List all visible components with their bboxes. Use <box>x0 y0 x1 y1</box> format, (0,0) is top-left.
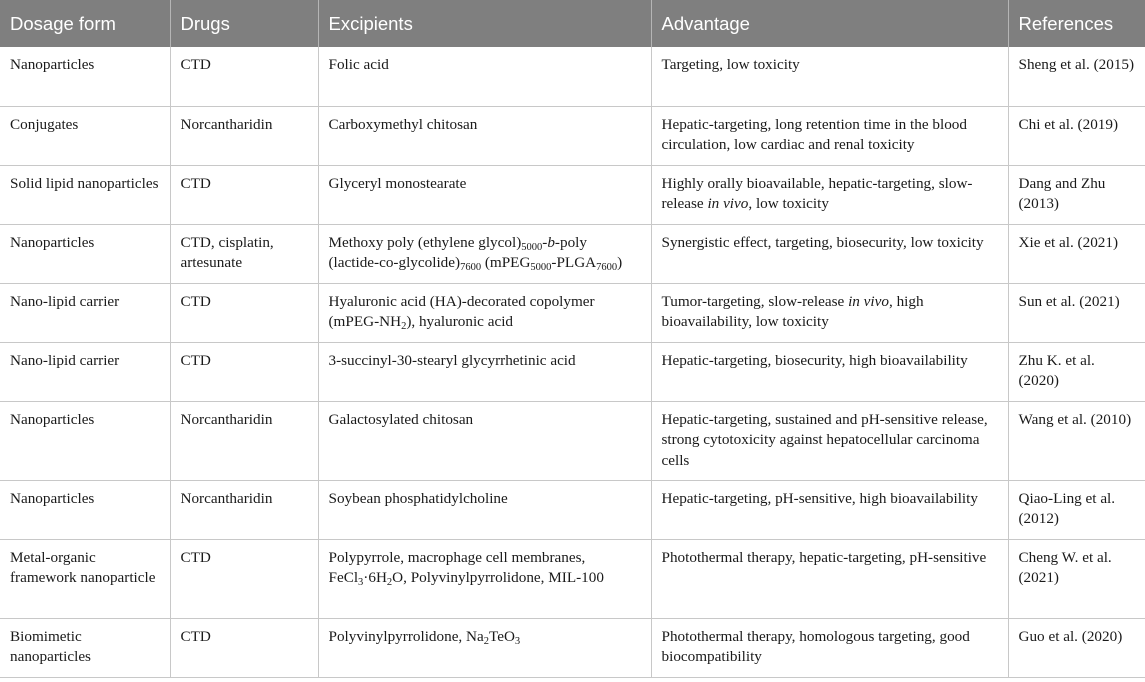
cell-drugs: Norcantharidin <box>170 480 318 539</box>
text: Photothermal therapy, homologous targeting, good biocompatibility <box>661 627 970 665</box>
text: Polypyrrole, macrophage cell membranes, FeCl <box>328 548 586 586</box>
text: Hyaluronic acid (HA)-decorated copolymer (mPEG-NH <box>328 292 595 330</box>
cell-advantage <box>651 480 1008 539</box>
cell-dosage-form: Metal-organic framework nanoparticle <box>0 539 170 618</box>
text: Photothermal therapy, hepatic-targeting, pH-sensitive <box>661 548 987 566</box>
cell-excipients <box>318 47 651 106</box>
text: Polyvinylpyrrolidone, Na <box>328 627 484 645</box>
text: Hepatic-targeting, biosecurity, high bioavailability <box>661 351 968 369</box>
text: (mPEG <box>481 254 531 271</box>
text: Tumor-targeting, slow-release <box>661 292 849 310</box>
text: ) <box>617 254 623 271</box>
subscript: 5000 <box>521 241 543 253</box>
cell-advantage <box>651 47 1008 106</box>
header-row <box>0 0 1145 47</box>
subscript: 2 <box>401 321 407 332</box>
cell-references: Wang et al. (2010) <box>1008 401 1145 480</box>
subscript: 7600 <box>596 262 618 273</box>
text: Folic acid <box>328 56 389 73</box>
cell-advantage <box>651 165 1008 224</box>
cell-dosage-form: Solid lipid nanoparticles <box>0 165 170 224</box>
subscript: 2 <box>386 577 393 588</box>
cell-drugs: CTD <box>170 283 318 342</box>
header-references: References <box>1018 12 1114 34</box>
cell-references: Chi et al. (2019) <box>1008 106 1145 165</box>
cell-references: Sun et al. (2021) <box>1008 283 1145 342</box>
cell-drugs: CTD <box>170 47 318 106</box>
table-row <box>0 342 1145 401</box>
text: Hepatic-targeting, sustained and pH-sensitive release, strong cytotoxicity against hepatocellular carcinoma cells <box>661 410 988 469</box>
text: - <box>542 233 548 251</box>
table-row <box>0 480 1145 539</box>
text: , low toxicity <box>748 195 829 212</box>
text: TeO <box>488 627 515 645</box>
cell-dosage-form: Nanoparticles <box>0 47 170 106</box>
cell-references: Qiao-Ling et al. (2012) <box>1008 480 1145 539</box>
table-row <box>0 283 1145 342</box>
cell-advantage <box>651 401 1008 480</box>
cell-drugs: CTD, cisplatin, artesunate <box>170 224 318 283</box>
cell-references: Dang and Zhu (2013) <box>1008 165 1145 224</box>
cell-references: Guo et al. (2020) <box>1008 618 1145 677</box>
text: Galactosylated chitosan <box>328 410 474 428</box>
cell-excipients <box>318 342 651 401</box>
italic-text: in vivo <box>707 195 749 212</box>
text: Glyceryl monostearate <box>328 174 467 192</box>
cell-drugs: Norcantharidin <box>170 401 318 480</box>
text: Soybean phosphatidylcholine <box>328 489 508 507</box>
cell-excipients <box>318 165 651 224</box>
italic-text: b <box>547 233 555 251</box>
text: Highly orally bioavailable, hepatic-targeting, slow-release <box>661 174 973 212</box>
subscript: 5000 <box>530 262 552 273</box>
text: Synergistic effect, targeting, biosecurity, low toxicity <box>661 233 984 251</box>
text: ), hyaluronic acid <box>406 313 514 330</box>
cell-excipients <box>318 283 651 342</box>
cell-advantage <box>651 342 1008 401</box>
text: Hepatic-targeting, pH-sensitive, high bioavailability <box>661 489 978 507</box>
text: Targeting, low toxicity <box>661 56 800 73</box>
cell-excipients <box>318 106 651 165</box>
subscript: 3 <box>514 635 521 647</box>
cell-drugs: CTD <box>170 165 318 224</box>
cell-advantage <box>651 106 1008 165</box>
cell-advantage <box>651 283 1008 342</box>
cell-references: Sheng et al. (2015) <box>1008 47 1145 106</box>
table-row <box>0 224 1145 283</box>
table-row <box>0 106 1145 165</box>
cell-dosage-form: Nanoparticles <box>0 480 170 539</box>
cell-excipients <box>318 224 651 283</box>
italic-text: in vivo <box>848 292 889 310</box>
table-row <box>0 47 1145 106</box>
table-row <box>0 539 1145 618</box>
subscript: 2 <box>483 635 489 647</box>
header-dosage-form: Dosage form <box>0 0 170 47</box>
text: O, Polyvinylpyrrolidone, MIL-100 <box>392 569 604 586</box>
cell-dosage-form: Conjugates <box>0 106 170 165</box>
text: , high bioavailability, low toxicity <box>661 292 924 330</box>
table-row <box>0 618 1145 677</box>
cell-references: Xie et al. (2021) <box>1008 224 1145 283</box>
cell-drugs: Norcantharidin <box>170 106 318 165</box>
text: Hepatic-targeting, long retention time in the blood circulation, low cardiac and renal toxicity <box>661 115 967 153</box>
cell-excipients <box>318 618 651 677</box>
cell-dosage-form: Nanoparticles <box>0 224 170 283</box>
cell-drugs: CTD <box>170 342 318 401</box>
header-drugs: Drugs <box>170 0 318 47</box>
cell-references: Zhu K. et al. (2020) <box>1008 342 1145 401</box>
cell-advantage <box>651 539 1008 618</box>
header-excipients: Excipients <box>318 0 651 47</box>
table-row <box>0 401 1145 480</box>
cell-drugs: CTD <box>170 618 318 677</box>
cell-dosage-form: Nano-lipid carrier <box>0 342 170 401</box>
cell-drugs: CTD <box>170 539 318 618</box>
cell-advantage <box>651 224 1008 283</box>
subscript: 7600 <box>460 262 482 273</box>
text: 3-succinyl-30-stearyl glycyrrhetinic acid <box>328 351 576 369</box>
cell-excipients <box>318 401 651 480</box>
subscript: 3 <box>358 577 364 588</box>
cell-excipients <box>318 539 651 618</box>
cell-references: Cheng W. et al. (2021) <box>1008 539 1145 618</box>
cell-advantage <box>651 618 1008 677</box>
cell-excipients <box>318 480 651 539</box>
text: ·6H <box>363 569 387 586</box>
text: Carboxymethyl chitosan <box>328 115 478 133</box>
header-advantage: Advantage <box>651 0 1008 47</box>
cell-dosage-form: Biomimetic nanoparticles <box>0 618 170 677</box>
text: Methoxy poly (ethylene glycol) <box>328 233 522 251</box>
cell-dosage-form: Nano-lipid carrier <box>0 283 170 342</box>
text: -PLGA <box>551 254 597 271</box>
table-row <box>0 165 1145 224</box>
text: -poly (lactide-co-glycolide) <box>328 233 587 271</box>
cell-dosage-form: Nanoparticles <box>0 401 170 480</box>
